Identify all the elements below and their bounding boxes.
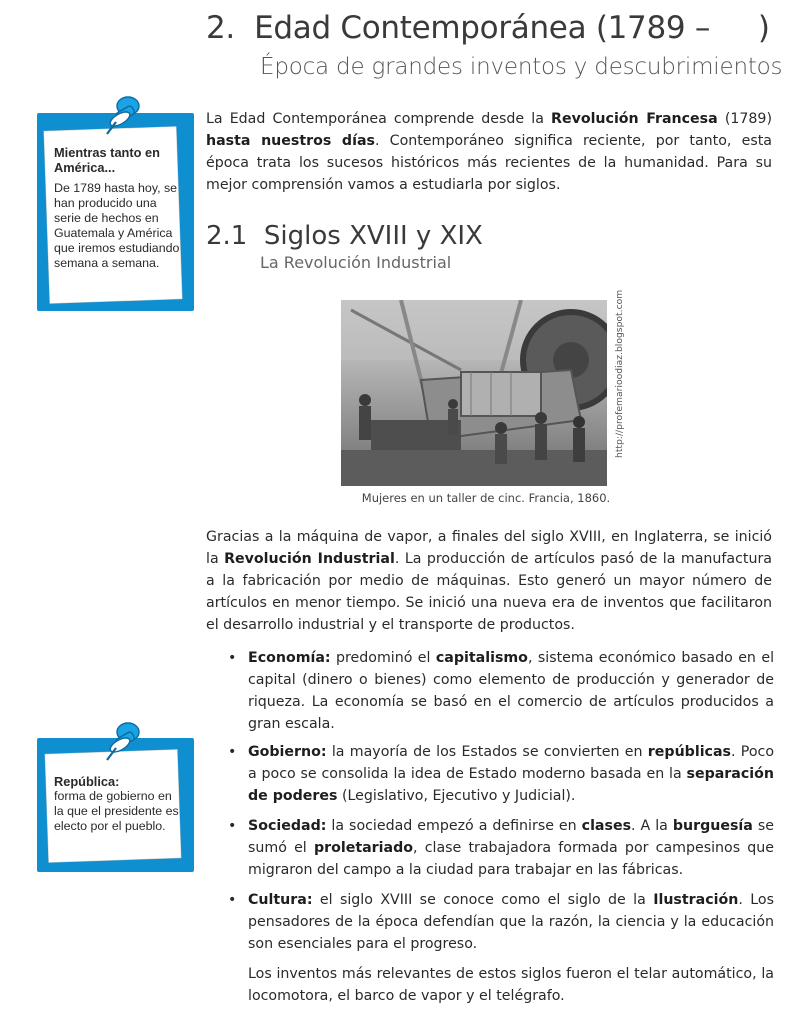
intro-text: (1789): [717, 111, 772, 127]
bullet-cultura: [228, 889, 774, 955]
bullet-text: la mayoría de los Estados se convierten en: [326, 744, 648, 760]
photo-credit: [614, 289, 628, 460]
bullet-bold: repúblicas: [647, 744, 731, 760]
sidebar-note-america: [37, 113, 194, 311]
bullet-text: . A la: [631, 818, 673, 834]
bullet-bold: separación de poderes: [248, 766, 774, 804]
chapter-number: 2.: [206, 10, 235, 46]
bullet-bold: Ilustración: [653, 892, 739, 908]
photo-caption: Mujeres en un taller de cinc. Francia, 1860.: [361, 491, 611, 505]
intro-text: La Edad Contemporánea comprende desde la: [206, 111, 552, 127]
note-body: De 1789 hasta hoy, se han producido una serie de hechos en Guatemala y América que iremos estudiando semana a semana.: [54, 181, 180, 270]
bullet-text: se sumó el: [248, 818, 774, 856]
bullet-dot: •: [228, 744, 237, 760]
bullet-dot: •: [228, 650, 237, 666]
bullet-label: Gobierno:: [248, 744, 327, 760]
para-text: Gracias a la máquina de vapor, a finales del siglo XVIII, en Inglaterra, se inició la: [206, 529, 772, 567]
bullet-text: la sociedad empezó a definirse en: [326, 818, 582, 834]
bullet-dot: •: [228, 892, 237, 908]
intro-bold: Revolución Francesa: [551, 111, 718, 127]
section-heading: [206, 221, 483, 251]
closing-text: Los inventos más relevantes de estos siglos fueron el telar automático, la locomotora, el barco de vapor y el telégrafo.: [248, 966, 774, 1004]
bullet-text: , sistema económico basado en el capital (dinero o bienes) como elemento de producción y generador de riqueza. La economía se basó en el comercio de artículos producidos a gran escala.: [248, 650, 775, 732]
intro-paragraph: [206, 108, 772, 196]
bullet-sociedad: [228, 815, 774, 881]
intro-bold: hasta nuestros días: [206, 133, 375, 149]
section-subtitle: La Revolución Industrial: [260, 253, 452, 272]
industrial-revolution-paragraph: [206, 526, 772, 636]
chapter-title: [206, 10, 770, 46]
note-title: Mientras tanto en América...: [54, 145, 160, 175]
bullet-bold: proletariado: [313, 840, 414, 856]
para-bold: Revolución Industrial: [224, 551, 395, 567]
note-body: forma de gobierno en la que el presidente es electo por el pueblo.: [54, 789, 179, 833]
bullet-dot: •: [228, 818, 237, 834]
photo-illustration: [341, 300, 607, 486]
intro-text: . Contemporáneo significa reciente, por tanto, esta época trata los sucesos históricos más recientes de la humanidad. Para su mejor comprensión vamos a estudiarla por siglos.: [206, 133, 772, 193]
closing-paragraph: [228, 963, 774, 1007]
section-number: 2.1: [206, 221, 248, 251]
bullet-text: . Los pensadores de la época defendían que la razón, la ciencia y la educación son esenciales para el progreso.: [248, 892, 774, 952]
bullet-text: el siglo XVIII se conoce como el siglo de la: [312, 892, 654, 908]
chapter-subtitle: Época de grandes inventos y descubrimientos: [260, 54, 783, 80]
bullet-economia: [228, 647, 774, 735]
bullet-gobierno: [228, 741, 774, 807]
bullet-label: Cultura:: [248, 892, 313, 908]
photo-credit-text: http://profemarioodiaz.blogspot.com: [614, 289, 625, 458]
chapter-title-text: Edad Contemporánea (1789 – ): [254, 10, 770, 46]
bullet-text: , clase trabajadora formada por campesinos que migraron del campo a la ciudad para trabajar en las fábricas.: [248, 840, 774, 878]
bullet-text: . Poco a poco se consolida la idea de Estado moderno basada en la: [248, 744, 774, 782]
factory-photo: [341, 300, 607, 486]
bullet-text: predominó el: [330, 650, 436, 666]
pushpin-icon: [102, 92, 148, 138]
note-text: [54, 774, 182, 834]
bullet-bold: clases: [581, 818, 632, 834]
note-text: [54, 145, 182, 271]
bullet-text: (Legislativo, Ejecutivo y Judicial).: [337, 788, 576, 804]
pushpin-icon: [102, 718, 148, 764]
note-title: República:: [54, 774, 120, 789]
bullet-bold: capitalismo: [435, 650, 528, 666]
section-title: Siglos XVIII y XIX: [263, 221, 483, 251]
para-text: . La producción de artículos pasó de la manufactura a la fabricación por medio de máquinas. Esto generó un mayor número de artículos en menor tiempo. Se inició una nueva era de inventos que facilitaron el desarrollo industrial y el transporte de productos.: [206, 551, 772, 633]
bullet-bold: burguesía: [672, 818, 753, 834]
bullet-label: Economía:: [248, 650, 331, 666]
bullet-label: Sociedad:: [248, 818, 327, 834]
